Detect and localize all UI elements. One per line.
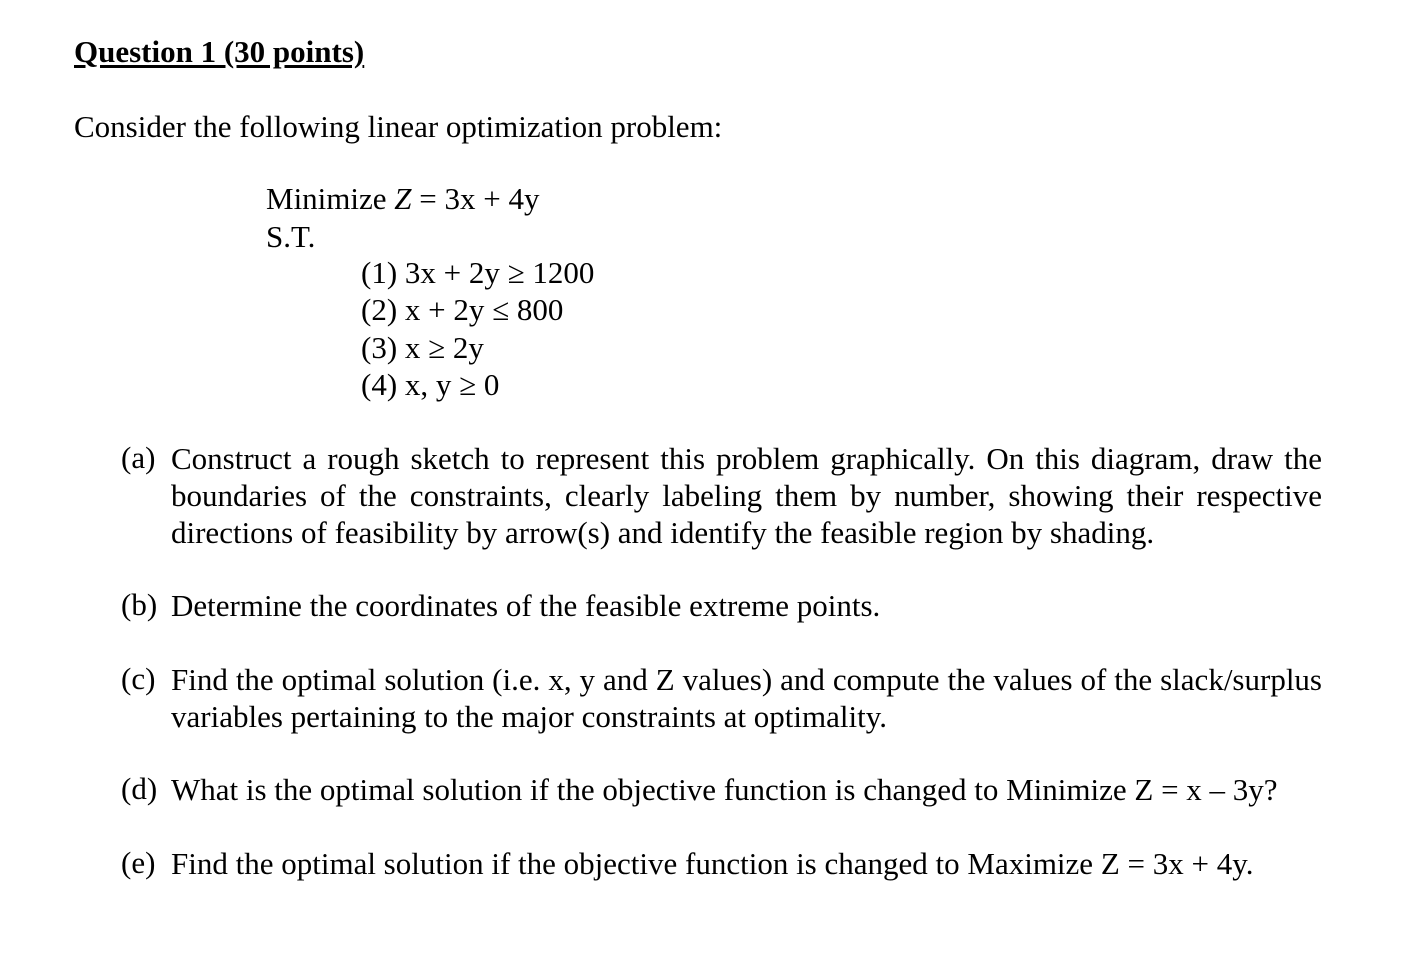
objective-function [266, 181, 540, 217]
question-title: Question 1 (30 points) [74, 34, 365, 69]
subject-to-label: S.T. [266, 219, 316, 254]
objective-variable: Z [394, 181, 412, 216]
constraint-3 [361, 330, 484, 366]
question-part-c [121, 661, 1322, 741]
part-letter: (e) [121, 845, 156, 880]
problem-intro: Consider the following linear optimization problem: [74, 109, 723, 144]
constraint-2 [361, 292, 563, 328]
part-text: Find the optimal solution if the objective function is changed to Maximize Z = 3x + 4y. [171, 846, 1254, 881]
part-text: Determine the coordinates of the feasible extreme points. [171, 588, 881, 623]
constraint-expression: x ≥ 2y [404, 330, 484, 365]
constraint-1 [361, 255, 594, 291]
constraint-number: (3) [361, 330, 398, 365]
question-part-b [121, 587, 1322, 627]
objective-expression: = 3x + 4y [419, 181, 540, 216]
question-part-a [121, 440, 1322, 555]
part-text: Construct a rough sketch to represent this problem graphically. On this diagram, draw the boundaries of the constraints, clearly labeling them by number, showing their respective directions of feasibility by arrow(s) and identify the feasible region by shading. [171, 441, 1322, 550]
part-letter: (b) [121, 587, 158, 622]
part-text: What is the optimal solution if the objective function is changed to Minimize Z = x – 3y? [171, 772, 1278, 807]
question-part-d [121, 771, 1322, 811]
constraint-number: (4) [361, 367, 398, 402]
constraint-number: (1) [361, 255, 398, 290]
constraint-number: (2) [361, 292, 398, 327]
constraint-expression: x + 2y ≤ 800 [404, 292, 564, 327]
part-letter: (d) [121, 771, 158, 806]
constraint-4 [361, 367, 499, 403]
constraint-expression: 3x + 2y ≥ 1200 [404, 255, 595, 290]
question-part-e [121, 845, 1322, 885]
part-letter: (c) [121, 661, 156, 696]
part-text: Find the optimal solution (i.e. x, y and Z values) and compute the values of the slack/surplus variables pertaining to the major constraints at optimality. [171, 662, 1322, 734]
objective-label: Minimize [266, 181, 387, 216]
constraint-expression: x, y ≥ 0 [404, 367, 500, 402]
part-letter: (a) [121, 440, 156, 475]
